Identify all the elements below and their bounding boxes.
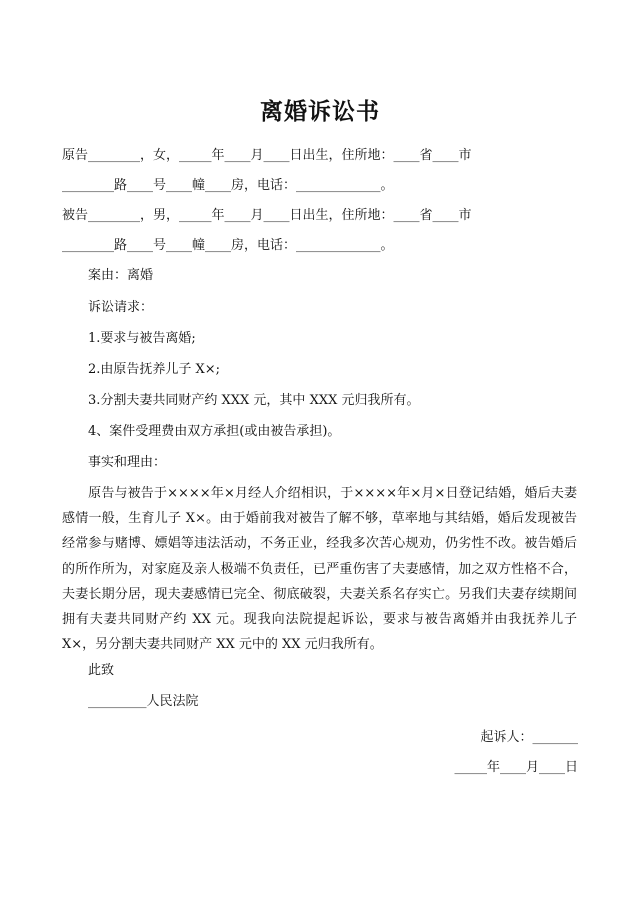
plaintiff-line-2: ________路____号____幢____房，电话：_____________。	[62, 178, 394, 193]
claim-item: 3.分割夫妻共同财产约 XXX 元，其中 XXX 元归我所有。	[88, 393, 420, 408]
defendant-line-2: ________路____号____幢____房，电话：_____________。	[62, 238, 394, 253]
facts-paragraph	[62, 481, 577, 657]
claim-item: 4、案件受理费由双方承担(或由被告承担)。	[88, 424, 341, 439]
claims-heading: 诉讼请求：	[88, 300, 154, 315]
signature-line: 起诉人：_______	[480, 730, 578, 745]
case-cause: 案由：离婚	[88, 268, 154, 283]
plaintiff-line-1: 原告________，女，_____年____月____日出生，住所地：____省____市	[62, 148, 472, 163]
defendant-line-1: 被告________，男，_____年____月____日出生，住所地：____省____市	[62, 208, 472, 223]
document-title: 离婚诉讼书	[260, 98, 380, 125]
claim-item: 1.要求与被告离婚;	[88, 331, 196, 346]
date-line: _____年____月____日	[454, 760, 578, 775]
facts-heading: 事实和理由：	[88, 455, 167, 470]
claim-item: 2.由原告抚养儿子 X×;	[88, 362, 221, 377]
court-name: _________人民法院	[88, 694, 199, 709]
closing-salutation: 此致	[88, 663, 115, 678]
facts-text: 原告与被告于××××年×月经人介绍相识，于××××年×月×日登记结婚，婚后夫妻感情一般，生育儿子 X×。由于婚前我对被告了解不够，草率地与其结婚，婚后发现被告经常参与赌博、嫖娼等违法活动，不务正业，经我多次苦心规劝，仍劣性不改。被告婚后的所作所为，对家庭及亲人极端不负责任，已严重伤害了夫妻感情，加之双方性格不合，夫妻长期分居，现夫妻感情已完全、彻底破裂，夫妻关系名存实亡。另我们夫妻存续期间拥有夫妻共同财产约 XX 元。现我向法院提起诉讼，要求与被告离婚并由我抚养儿子 X×，另分割夫妻共同财产 XX 元中的 XX 元归我所有。	[62, 486, 577, 653]
